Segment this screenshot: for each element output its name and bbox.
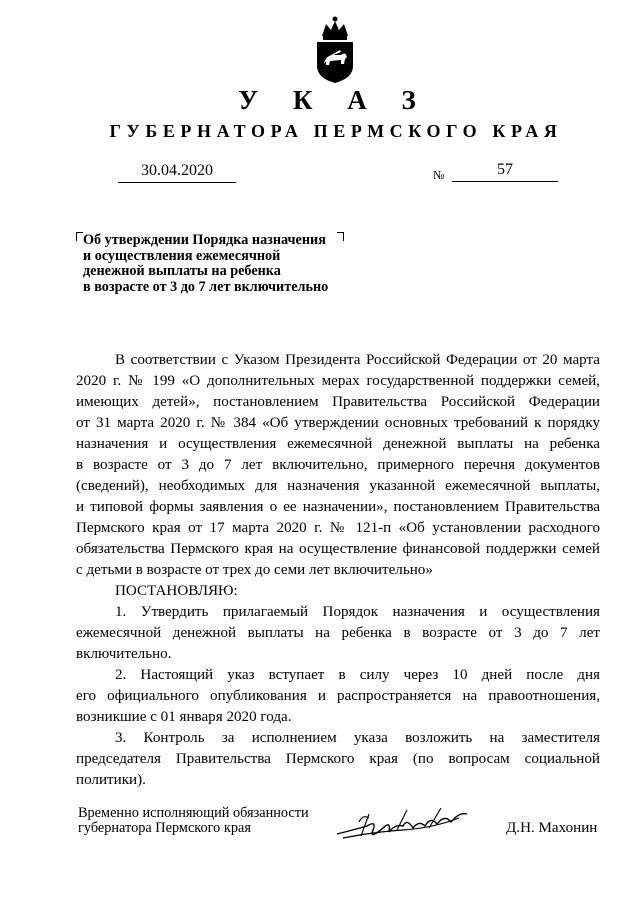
preamble-line: имеющих детей», постановлением Правительства Российской Федерации <box>76 394 600 410</box>
item-line: 2. Настоящий указ вступает в силу через 10 дней после дня <box>115 667 600 683</box>
subject-line: Об утверждении Порядка назначения <box>83 232 326 248</box>
issuer-title: ГУБЕРНАТОРА ПЕРМСКОГО КРАЯ <box>109 121 563 141</box>
item-line: его официального опубликования и распространяется на правоотношения, <box>76 688 600 704</box>
subject-line: и осуществления ежемесячной <box>83 247 281 264</box>
coat-of-arms-icon <box>313 14 357 84</box>
preamble-line: (сведений), необходимых для назначения указанной ежемесячной выплаты, <box>76 478 600 494</box>
preamble-line: В соответствии с Указом Президента Российской Федерации от 20 марта <box>115 352 600 368</box>
preamble-line: Пермского края от 17 марта 2020 г. № 121-п «Об установлении расходного <box>76 520 600 536</box>
item-line: 1. Утвердить прилагаемый Порядок назначения и осуществления <box>115 604 600 620</box>
preamble-line: и типовой формы заявления о ее назначении», постановлением Правительства <box>76 499 600 515</box>
signatory-name: Д.Н. Махонин <box>506 820 598 836</box>
preamble-line: 2020 г. № 199 «О дополнительных мерах государственной поддержки семей, <box>76 373 600 389</box>
number-sign: № <box>433 168 445 182</box>
item-line: включительно. <box>76 646 172 662</box>
document-number: 57 <box>452 161 558 182</box>
preamble-line: обязательства Пермского края на осуществление финансовой поддержки семей <box>76 541 600 557</box>
document-body <box>76 350 600 791</box>
item-line: 3. Контроль за исполнением указа возложить на заместителя <box>115 730 600 746</box>
preamble-line: назначения и осуществления ежемесячной денежной выплаты на ребенка <box>76 436 600 452</box>
preamble-line: от 31 марта 2020 г. № 384 «Об утверждении основных требований к порядку <box>76 415 600 431</box>
preamble-line: с детьми в возрасте от трех до семи лет включительно» <box>76 562 433 578</box>
document-subject <box>83 233 373 295</box>
item-line: ежемесячной денежной выплаты на ребенка в возрасте от 3 до 7 лет <box>76 625 600 641</box>
item-line: председателя Правительства Пермского края (по вопросам социальной <box>76 751 600 767</box>
decree-word: ПОСТАНОВЛЯЮ: <box>115 583 238 599</box>
signatory-position-line: Временно исполняющий обязанности <box>78 805 309 821</box>
subject-bracket-left <box>76 232 83 241</box>
handwritten-signature <box>333 800 475 850</box>
document-date: 30.04.2020 <box>118 162 236 183</box>
item-line: политики). <box>76 772 146 788</box>
signatory-position-line: губернатора Пермского края <box>78 820 251 836</box>
signatory-position <box>78 806 309 836</box>
preamble-line: в возрасте от 3 до 7 лет включительно, примерного перечня документов <box>76 457 600 473</box>
subject-line: денежной выплаты на ребенка <box>83 263 281 279</box>
item-line: возникшие с 01 января 2020 года. <box>76 709 292 725</box>
subject-line: в возрасте от 3 до 7 лет включительно <box>83 278 329 295</box>
document-type-title: У К А З <box>238 85 430 115</box>
